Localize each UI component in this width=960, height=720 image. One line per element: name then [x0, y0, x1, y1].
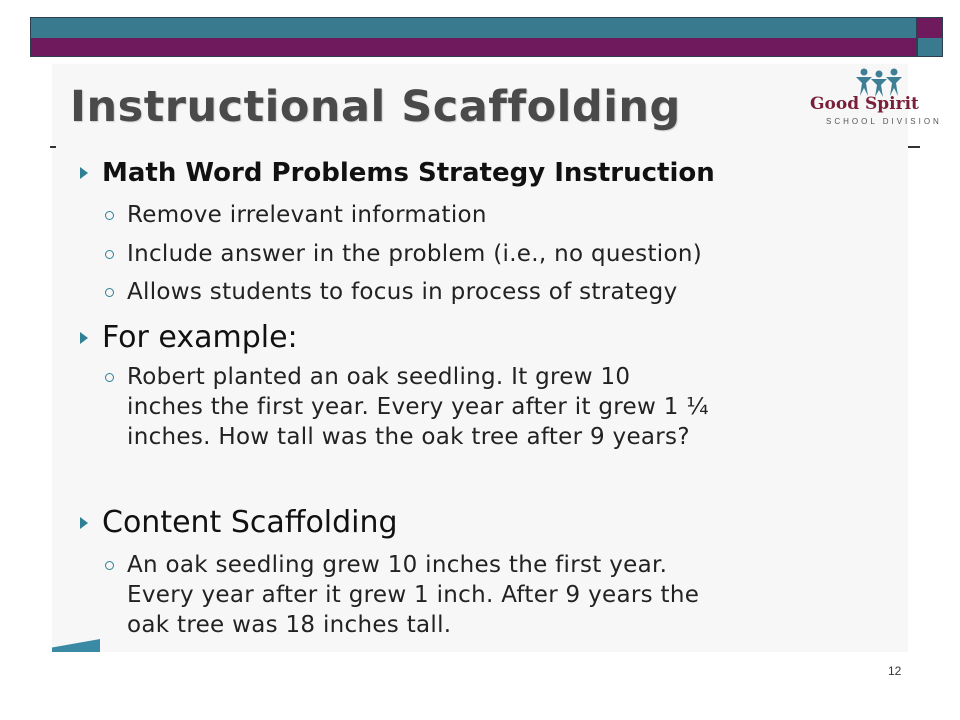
sub-bullet-text: Allows students to focus in process of strategy: [127, 279, 678, 305]
sub-bullet-text: Remove irrelevant information: [127, 202, 487, 228]
bullet-arrow-icon: [80, 167, 88, 179]
header-bar-outline: [30, 17, 917, 57]
example-line-2: inches the first year. Every year after it grew 1 ¼: [127, 394, 709, 420]
sub-bullet-circle-icon: [105, 288, 114, 297]
logo-subtitle: SCHOOL DIVISION: [826, 117, 942, 126]
bullet-text: Math Word Problems Strategy Instruction: [102, 158, 715, 188]
slide-title: Instructional Scaffolding: [70, 82, 681, 132]
example-line-3: inches. How tall was the oak tree after 9 years?: [127, 424, 690, 450]
example-line-1: Robert planted an oak seedling. It grew 10: [127, 364, 631, 390]
sub-bullet-text: Include answer in the problem (i.e., no question): [127, 241, 702, 267]
sub-bullet-text: [127, 362, 709, 452]
sub-bullet-circle-icon: [105, 373, 114, 382]
logo-name: Good Spirit: [810, 94, 919, 114]
sub-bullet-circle-icon: [105, 250, 114, 259]
bullet-text: Content Scaffolding: [102, 505, 398, 540]
bullet-arrow-icon: [80, 332, 88, 344]
scaffold-line-2: Every year after it grew 1 inch. After 9 years the: [127, 582, 700, 608]
bullet-text: For example:: [102, 320, 298, 355]
bullet-arrow-icon: [80, 517, 88, 529]
header-square-outline: [917, 17, 943, 57]
scaffold-line-1: An oak seedling grew 10 inches the first year.: [127, 552, 668, 578]
sub-bullet-circle-icon: [105, 211, 114, 220]
school-division-logo: [810, 68, 942, 132]
sub-bullet-circle-icon: [105, 561, 114, 570]
page-number: 12: [888, 664, 902, 678]
sub-bullet-text: [127, 550, 699, 640]
title-rule-left: [50, 146, 56, 148]
slide-corner-accent: [52, 634, 100, 652]
scaffold-line-3: oak tree was 18 inches tall.: [127, 612, 452, 638]
title-rule-right: [908, 146, 920, 148]
